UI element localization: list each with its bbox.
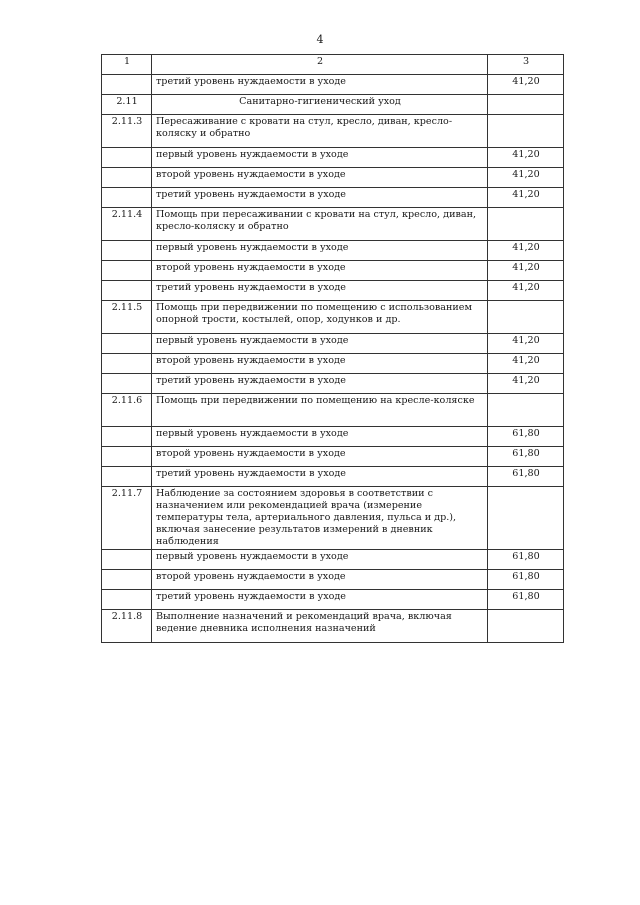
cell-code: 2.11.7 <box>102 487 152 550</box>
cell-section-title: Санитарно-гигиенический уход <box>152 95 488 115</box>
cell-code <box>102 447 152 467</box>
cell-code <box>102 188 152 208</box>
cell-code <box>102 354 152 374</box>
cell-code <box>102 550 152 570</box>
cell-price <box>488 115 564 148</box>
item-row <box>102 394 564 427</box>
cell-price: 61,80 <box>488 447 564 467</box>
cell-code <box>102 75 152 95</box>
cell-code: 2.11.3 <box>102 115 152 148</box>
cell-description: первый уровень нуждаемости в уходе <box>152 427 488 447</box>
cell-price: 61,80 <box>488 550 564 570</box>
level-row <box>102 354 564 374</box>
cell-description: третий уровень нуждаемости в уходе <box>152 374 488 394</box>
cell-code <box>102 590 152 610</box>
cell-description: третий уровень нуждаемости в уходе <box>152 188 488 208</box>
cell-price: 41,20 <box>488 261 564 281</box>
cell-price <box>488 487 564 550</box>
cell-code <box>102 241 152 261</box>
item-row <box>102 301 564 334</box>
table-header-row <box>102 55 564 75</box>
cell-price <box>488 301 564 334</box>
level-row <box>102 281 564 301</box>
table-body <box>102 75 564 643</box>
header-col-2: 2 <box>152 55 488 75</box>
level-row <box>102 75 564 95</box>
cell-code <box>102 467 152 487</box>
cell-description: Пересаживание с кровати на стул, кресло, диван, кресло-коляску и обратно <box>152 115 488 148</box>
cell-code <box>102 261 152 281</box>
cell-code <box>102 570 152 590</box>
cell-description: Наблюдение за состоянием здоровья в соответствии с назначением или рекомендацией врача (измерение температуры тела, артериального давления, пульса и др.), включая занесение результатов измерений в дневник наблюдения <box>152 487 488 550</box>
level-row <box>102 261 564 281</box>
item-row <box>102 115 564 148</box>
header-col-1: 1 <box>102 55 152 75</box>
level-row <box>102 590 564 610</box>
cell-description: второй уровень нуждаемости в уходе <box>152 354 488 374</box>
cell-price: 61,80 <box>488 427 564 447</box>
page-number: 4 <box>316 33 324 46</box>
cell-price: 41,20 <box>488 281 564 301</box>
cell-description: третий уровень нуждаемости в уходе <box>152 467 488 487</box>
level-row <box>102 467 564 487</box>
cell-description: второй уровень нуждаемости в уходе <box>152 261 488 281</box>
cell-price: 41,20 <box>488 354 564 374</box>
cell-price: 41,20 <box>488 374 564 394</box>
cell-description: второй уровень нуждаемости в уходе <box>152 168 488 188</box>
level-row <box>102 447 564 467</box>
cell-price: 41,20 <box>488 241 564 261</box>
item-row <box>102 487 564 550</box>
cell-price: 61,80 <box>488 467 564 487</box>
cell-code: 2.11.4 <box>102 208 152 241</box>
cell-code <box>102 168 152 188</box>
cell-price: 41,20 <box>488 334 564 354</box>
cell-description: третий уровень нуждаемости в уходе <box>152 590 488 610</box>
item-row <box>102 208 564 241</box>
level-row <box>102 168 564 188</box>
cell-description: третий уровень нуждаемости в уходе <box>152 75 488 95</box>
level-row <box>102 241 564 261</box>
level-row <box>102 188 564 208</box>
cell-description: второй уровень нуждаемости в уходе <box>152 570 488 590</box>
cell-price: 41,20 <box>488 148 564 168</box>
cell-code <box>102 148 152 168</box>
cell-description: Помощь при пересаживании с кровати на стул, кресло, диван, кресло-коляску и обратно <box>152 208 488 241</box>
cell-description: первый уровень нуждаемости в уходе <box>152 334 488 354</box>
cell-description: первый уровень нуждаемости в уходе <box>152 241 488 261</box>
cell-description: третий уровень нуждаемости в уходе <box>152 281 488 301</box>
level-row <box>102 334 564 354</box>
level-row <box>102 427 564 447</box>
cell-code <box>102 427 152 447</box>
cell-price: 41,20 <box>488 188 564 208</box>
cell-code <box>102 374 152 394</box>
level-row <box>102 570 564 590</box>
cell-code: 2.11.6 <box>102 394 152 427</box>
cell-description: Выполнение назначений и рекомендаций врача, включая ведение дневника исполнения назначений <box>152 610 488 643</box>
cell-description: Помощь при передвижении по помещению с использованием опорной трости, костылей, опор, ходунков и др. <box>152 301 488 334</box>
section-row <box>102 95 564 115</box>
level-row <box>102 374 564 394</box>
cell-description: второй уровень нуждаемости в уходе <box>152 447 488 467</box>
cell-code: 2.11.5 <box>102 301 152 334</box>
tariff-table <box>101 54 564 643</box>
cell-price: 41,20 <box>488 75 564 95</box>
cell-price: 41,20 <box>488 168 564 188</box>
header-col-3: 3 <box>488 55 564 75</box>
cell-price <box>488 394 564 427</box>
level-row <box>102 148 564 168</box>
cell-price <box>488 208 564 241</box>
cell-description: первый уровень нуждаемости в уходе <box>152 148 488 168</box>
item-row <box>102 610 564 643</box>
cell-price: 61,80 <box>488 590 564 610</box>
cell-code <box>102 334 152 354</box>
cell-price <box>488 95 564 115</box>
cell-code: 2.11 <box>102 95 152 115</box>
cell-code <box>102 281 152 301</box>
level-row <box>102 550 564 570</box>
cell-price <box>488 610 564 643</box>
cell-description: первый уровень нуждаемости в уходе <box>152 550 488 570</box>
cell-description: Помощь при передвижении по помещению на кресле-коляске <box>152 394 488 427</box>
cell-code: 2.11.8 <box>102 610 152 643</box>
cell-price: 61,80 <box>488 570 564 590</box>
